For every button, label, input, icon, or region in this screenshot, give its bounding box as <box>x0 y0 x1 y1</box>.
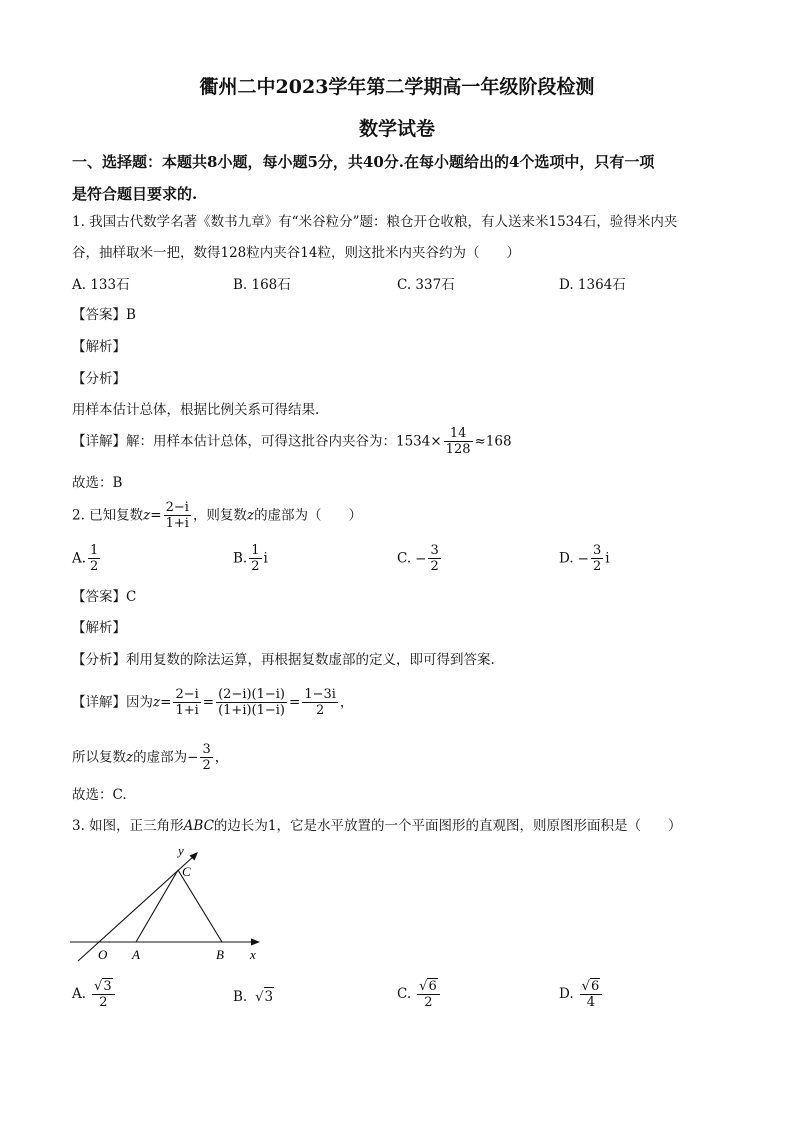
q1-detail-prefix: 【详解】解：用样本估计总体，可得这批谷内夹谷为： <box>72 433 396 450</box>
q3-option-d-label: D. <box>559 986 574 1002</box>
q2-detail-frac1 <box>173 687 200 718</box>
q2-so-z: z <box>126 749 134 766</box>
section-heading-line1: 一、选择题：本题共8小题，每小题5分，共40分.在每小题给出的4个选项中，只有一项 <box>72 153 655 171</box>
q2-num: 2−i <box>165 500 189 515</box>
section-heading-line2: 是符合题目要求的. <box>72 185 198 203</box>
label-c: C <box>182 864 191 879</box>
q2-so-end: ， <box>214 749 229 766</box>
q2-so-den: 2 <box>202 758 211 773</box>
q1-answer: 【答案】B <box>72 307 136 323</box>
q2-detail-z: z <box>153 694 161 711</box>
q3-option-a-den: 2 <box>99 995 108 1010</box>
q3-option-a-frac: $\frac{√3}{2}$ <box>92 978 115 1010</box>
q2-analysis-label: 【解析】 <box>72 620 126 636</box>
q2-detail-eq2: = <box>202 694 215 711</box>
q2-answer: 【答案】C <box>72 589 137 605</box>
q1-choose: 故选：B <box>72 475 123 491</box>
q2-detail-f3d: 2 <box>315 703 325 718</box>
q2-option-d-frac <box>591 543 603 574</box>
q2-eq: = <box>150 507 162 524</box>
label-a: A <box>132 947 140 962</box>
q2-so-sign: − <box>187 749 199 766</box>
q2-detail-prefix: 【详解】因为 <box>72 694 153 711</box>
q3-option-b: B. √3 <box>233 989 274 1005</box>
q2-prefix: 2. 已知复数 <box>72 507 144 524</box>
q2-detail-f2d: (1+i)(1−i) <box>218 703 286 718</box>
q2-detail-f1d: 1+i <box>175 703 199 718</box>
q1-detail-num: 14 <box>444 426 473 442</box>
q2-option-b-frac <box>249 543 261 574</box>
q3-option-c <box>397 978 442 1010</box>
q2-option-d-i: i <box>605 550 610 567</box>
q2-option-a-num: 1 <box>90 543 99 558</box>
q3-option-a-rad: 3 <box>103 979 112 994</box>
q3-option-a-label: A. <box>72 986 87 1002</box>
q3-figure <box>64 838 274 968</box>
q2-option-c-num: 3 <box>430 543 439 558</box>
q2-suffix2: 的虚部为（ ） <box>254 507 363 524</box>
q2-option-c-label: C. <box>397 550 412 567</box>
q2-option-c-frac <box>428 543 440 574</box>
q1-detail-fraction <box>444 426 473 457</box>
q2-option-b-den: 2 <box>251 559 260 574</box>
q2-option-d-label: D. <box>559 550 574 567</box>
q3-option-d-frac: $\frac{√6}{4}$ <box>580 978 603 1010</box>
q2-detail-frac3 <box>302 687 338 718</box>
q2-choose: 故选：C. <box>72 787 127 803</box>
q2-fenxi: 【分析】利用复数的除法运算，再根据复数虚部的定义，即可得到答案. <box>72 652 495 668</box>
q2-stem <box>72 500 362 531</box>
label-b: B <box>216 947 224 962</box>
q2-option-a-den: 2 <box>90 559 99 574</box>
side-ac <box>136 870 178 942</box>
q2-option-d-den: 2 <box>592 559 602 574</box>
q2-so-num: 3 <box>202 742 211 757</box>
q1-fenxi-text: 用样本估计总体，根据比例关系可得结果. <box>72 402 320 418</box>
label-o: O <box>98 947 108 962</box>
q2-z2: z <box>246 507 255 524</box>
q3-abc: ABC <box>183 818 214 834</box>
q3-prefix: 3. 如图，正三角形 <box>72 818 184 834</box>
q2-so <box>72 742 228 773</box>
q2-fraction <box>164 500 191 531</box>
q3-suffix: 的边长为1，它是水平放置的一个平面图形的直观图，则原图形面积是（ ） <box>213 818 682 834</box>
q2-detail-f2n: (2−i)(1−i) <box>218 687 286 702</box>
q2-option-d-sign: − <box>577 550 589 567</box>
q2-option-d-num: 3 <box>592 543 602 558</box>
q2-so-prefix: 所以复数 <box>72 749 126 766</box>
q1-detail <box>72 426 512 457</box>
label-x: x <box>250 947 256 962</box>
q2-option-b <box>233 543 268 574</box>
q3-option-c-label: C. <box>397 986 412 1002</box>
q1-option-a: A. 133石 <box>72 277 130 293</box>
q3-option-c-frac: $\frac{√6}{2}$ <box>417 978 440 1010</box>
q1-detail-a: 1534× <box>396 433 442 450</box>
q3-option-d-den: 4 <box>586 995 596 1010</box>
q3-option-d-rad: 6 <box>590 979 600 994</box>
q2-detail-frac2 <box>216 687 287 718</box>
q2-option-c-sign: − <box>415 550 427 567</box>
side-bc <box>178 870 222 942</box>
q2-option-c-den: 2 <box>430 559 439 574</box>
q1-fenxi-label: 【分析】 <box>72 371 126 387</box>
q2-suffix: ，则复数 <box>192 507 247 524</box>
q2-detail-eq3: = <box>289 694 301 711</box>
page-title: 衢州二中2023学年第二学期高一年级阶段检测 <box>199 76 595 98</box>
q1-detail-den: 128 <box>445 442 471 457</box>
q2-so-mid: 的虚部为 <box>133 749 188 766</box>
q2-option-a-label: A. <box>72 550 87 567</box>
q2-so-frac <box>200 742 212 773</box>
q1-line2: 谷，抽样取米一把，数得128粒内夹谷14粒，则这批米内夹谷约为（ ） <box>72 245 520 261</box>
page-subtitle: 数学试卷 <box>358 118 435 140</box>
q3-option-a <box>72 978 117 1010</box>
q3-option-d <box>559 978 604 1010</box>
q2-option-b-i: i <box>263 550 268 567</box>
q3-option-c-rad: 6 <box>428 979 437 994</box>
q2-detail <box>72 687 353 718</box>
q2-option-a-frac <box>88 543 100 574</box>
q3-stem <box>72 817 682 835</box>
q3-option-b-label: B. <box>233 989 248 1005</box>
q1-analysis-label: 【解析】 <box>72 339 126 355</box>
q2-option-a <box>72 543 102 574</box>
q1-option-c: C. 337石 <box>397 277 455 293</box>
q2-z: z <box>143 507 151 524</box>
q2-detail-f1n: 2−i <box>175 687 199 702</box>
q3-option-b-rad: 3 <box>264 989 274 1005</box>
q1-line1: 1. 我国古代数学名著《数书九章》有“米谷粒分”题：粮仓开仓收粮，有人送来米1534石，验得米内夹 <box>72 214 678 230</box>
q2-option-c <box>397 543 443 574</box>
q2-option-d <box>559 543 610 574</box>
x-axis-arrow <box>251 939 260 946</box>
q2-detail-comma: ， <box>339 694 354 711</box>
q2-den: 1+i <box>165 516 189 531</box>
q2-detail-eq1: = <box>160 694 172 711</box>
q2-detail-f3n: 1−3i <box>304 687 336 702</box>
label-y: y <box>178 843 184 858</box>
q2-option-b-num: 1 <box>251 543 260 558</box>
q2-option-b-label: B. <box>233 550 248 567</box>
q1-option-d: D. 1364石 <box>559 277 626 293</box>
q1-option-b: B. 168石 <box>233 277 291 293</box>
q3-option-c-den: 2 <box>424 995 433 1010</box>
q1-detail-b: ≈168 <box>474 433 512 450</box>
